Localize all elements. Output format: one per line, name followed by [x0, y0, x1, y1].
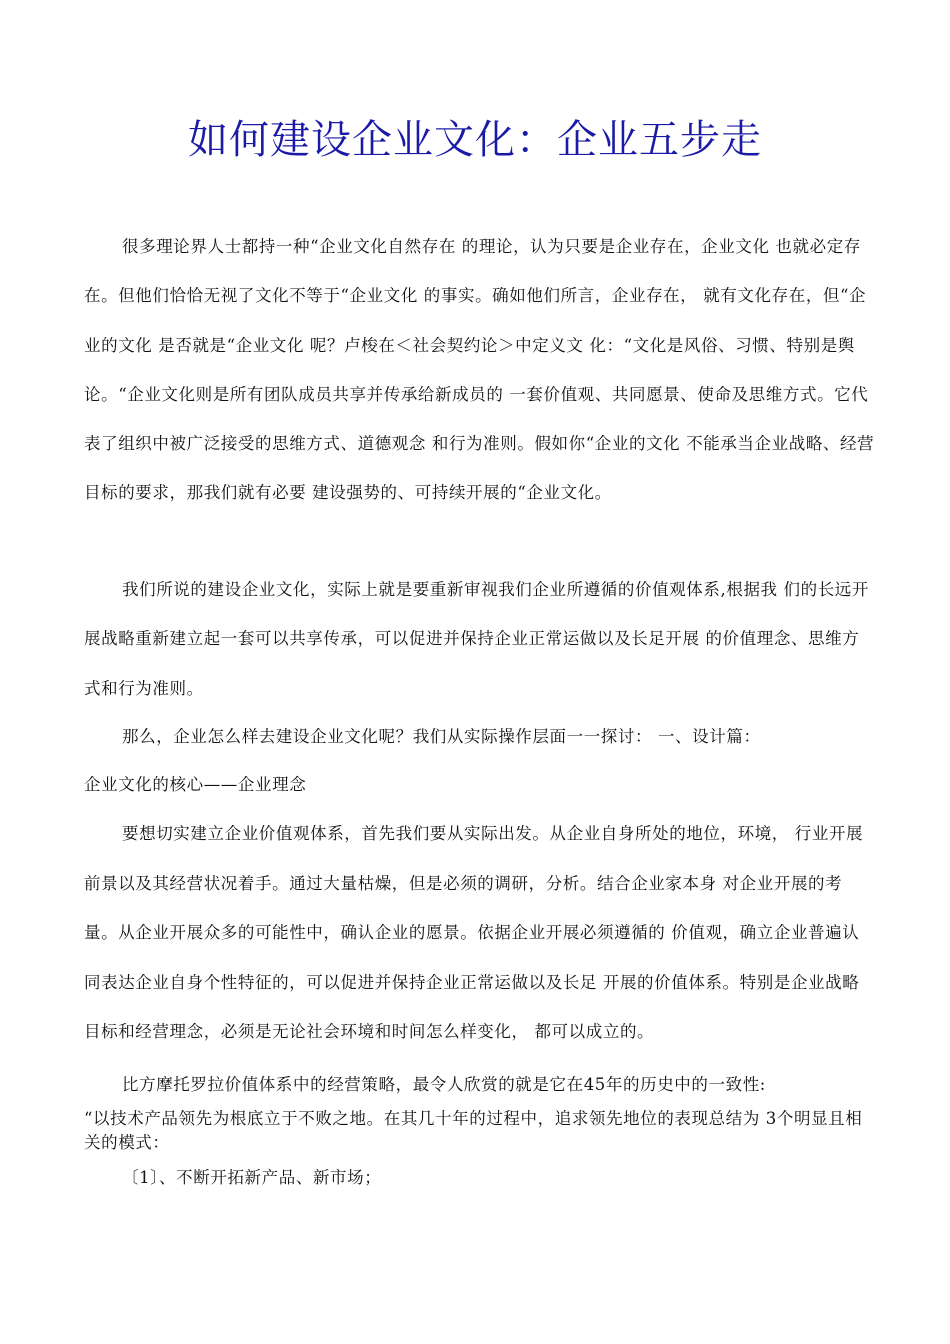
paragraph-2: 我们所说的建设企业文化，实际上就是要重新审视我们企业所遵循的价值观体系,根据我 们的长远开展战略重新建立起一套可以共享传承，可以促进并保持企业正常运做以及长足开展 的价值理念、思维方式和行为准则。 — [84, 580, 869, 698]
section-heading: 企业文化的核心——企业理念 — [84, 775, 307, 794]
document-title: 如何建设企业文化：企业五步走 — [188, 117, 762, 163]
list-item-1: 〔1〕、不断开拓新产品、新市场； — [122, 1168, 382, 1187]
paragraph-6: 比方摩托罗拉价值体系中的经营策略，最令人欣赏的就是它在45年的历史中的一致性: — [122, 1075, 766, 1094]
paragraph-1: 很多理论界人士都持一种“企业文化自然存在 的理论，认为只要是企业存在，企业文化 也就必定存在。但他们恰恰无视了文化不等于“企业文化 的事实。确如他们所言，企业存在， 就有文化存在，但“企业的文化 是否就是“企业文化 呢？卢梭在＜社会契约论＞中定义文 化：“文化是风俗、习惯、特别是舆论。“企业文化则是所有团队成员共享并传承给新成员的 一套价值观、共同愿景、使命及思维方式。它代表了组织中被广泛接受的思维方式、道德观念 和行为准则。假如你“企业的文化 不能承当企业战略、经营目标的要求，那我们就有必要 建设强势的、可持续开展的“企业文化。 — [84, 237, 875, 503]
quote-paragraph: “以技术产品领先为根底立于不败之地。在其几十年的过程中，追求领先地位的表现总结为 3个明显且相关的模式： — [84, 1109, 863, 1152]
paragraph-3: 那么，企业怎么样去建设企业文化呢？我们从实际操作层面一一探讨： 一、设计篇： — [122, 727, 761, 746]
paragraph-5: 要想切实建立企业价值观体系，首先我们要从实际出发。从企业自身所处的地位，环境， 行业开展前景以及其经营状况着手。通过大量枯燥，但是必须的调研，分析。结合企业家本身 对企业开展的考量。从企业开展众多的可能性中，确认企业的愿景。依据企业开展必须遵循的 价值观，确立企业普遍认同表达企业自身个性特征的，可以促进并保持企业正常运做以及长足 开展的价值体系。特别是企业战略目标和经营理念，必须是无论社会环境和时间怎么样变化， 都可以成立的。 — [84, 824, 864, 1041]
